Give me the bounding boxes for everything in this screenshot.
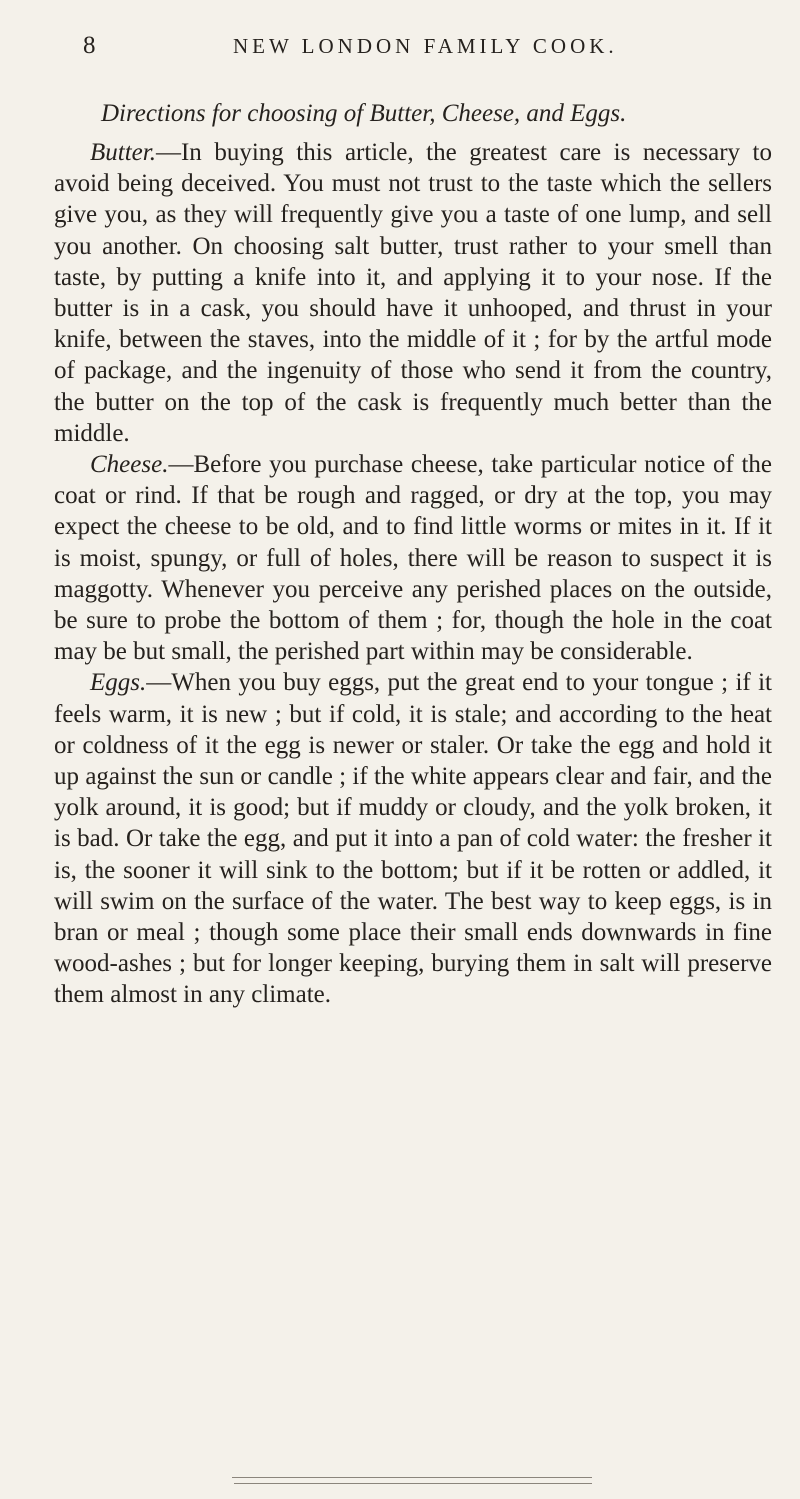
paragraph-cheese [54,449,772,667]
running-title: NEW LONDON FAMILY COOK. [233,34,618,58]
paragraph-lead-eggs: Eggs. [90,669,147,697]
paragraph-text-cheese: —Before you purchase cheese, take particular notice of the coat or rind. If that be rough and ragged, or dry at the top, you may expect the cheese to be old, and to find little worms or mites in it. If it is moist, spungy, or full of holes, there will be reason to suspect it is maggotty. Whenever you perceive any perished places on the outside, be sure to probe the bottom of them ; for, though the hole in the coat may be but small, the perished part within may be considerable. [54,451,772,666]
page-number: 8 [83,32,97,59]
paragraph-eggs [54,667,772,1010]
running-head [83,32,763,62]
section-title: Directions for choosing of Butter, Cheese, and Eggs. [101,100,627,127]
paragraph-text-butter: —In buying this article, the greatest care is necessary to avoid being deceived. You must not trust to the taste which the sellers give you, as they will frequently give you a taste of one lump, and sell you another. On choosing salt butter, trust rather to your smell than taste, by putting a knife into it, and applying it to your nose. If the butter is in a cask, you should have it unhooped, and thrust in your knife, between the staves, into the middle of it ; for by the artful mode of package, and the ingenuity of those who send it from the country, the butter on the top of the cask is frequently much better than the middle. [54,139,772,447]
paragraph-butter [54,137,772,449]
section-end-rule-lower [234,1483,592,1484]
paragraph-lead-butter: Butter. [90,139,156,166]
paragraph-text-eggs: —When you buy eggs, put the great end to your tongue ; if it feels warm, it is new ; but if cold, it is stale; and according to the heat or coldness of it the egg is newer or staler. Or take the egg and hold it up against the sun or candle ; if the white appears clear and fair, and the yolk around, it is good; but if muddy or cloudy, and the yolk broken, it is bad. Or take the egg, and put it into a pan of cold water: the fresher it is, the sooner it will sink to the bottom; but if it be rotten or addled, it will swim on the surface of the water. The best way to keep eggs, is in bran or meal ; though some place their small ends downwards in fine wood-ashes ; but for longer keeping, burying them in salt will preserve them almost in any climate. [54,669,772,1009]
section-body [54,137,772,1011]
paragraph-lead-cheese: Cheese. [90,451,169,479]
section-end-rule [232,1477,592,1478]
